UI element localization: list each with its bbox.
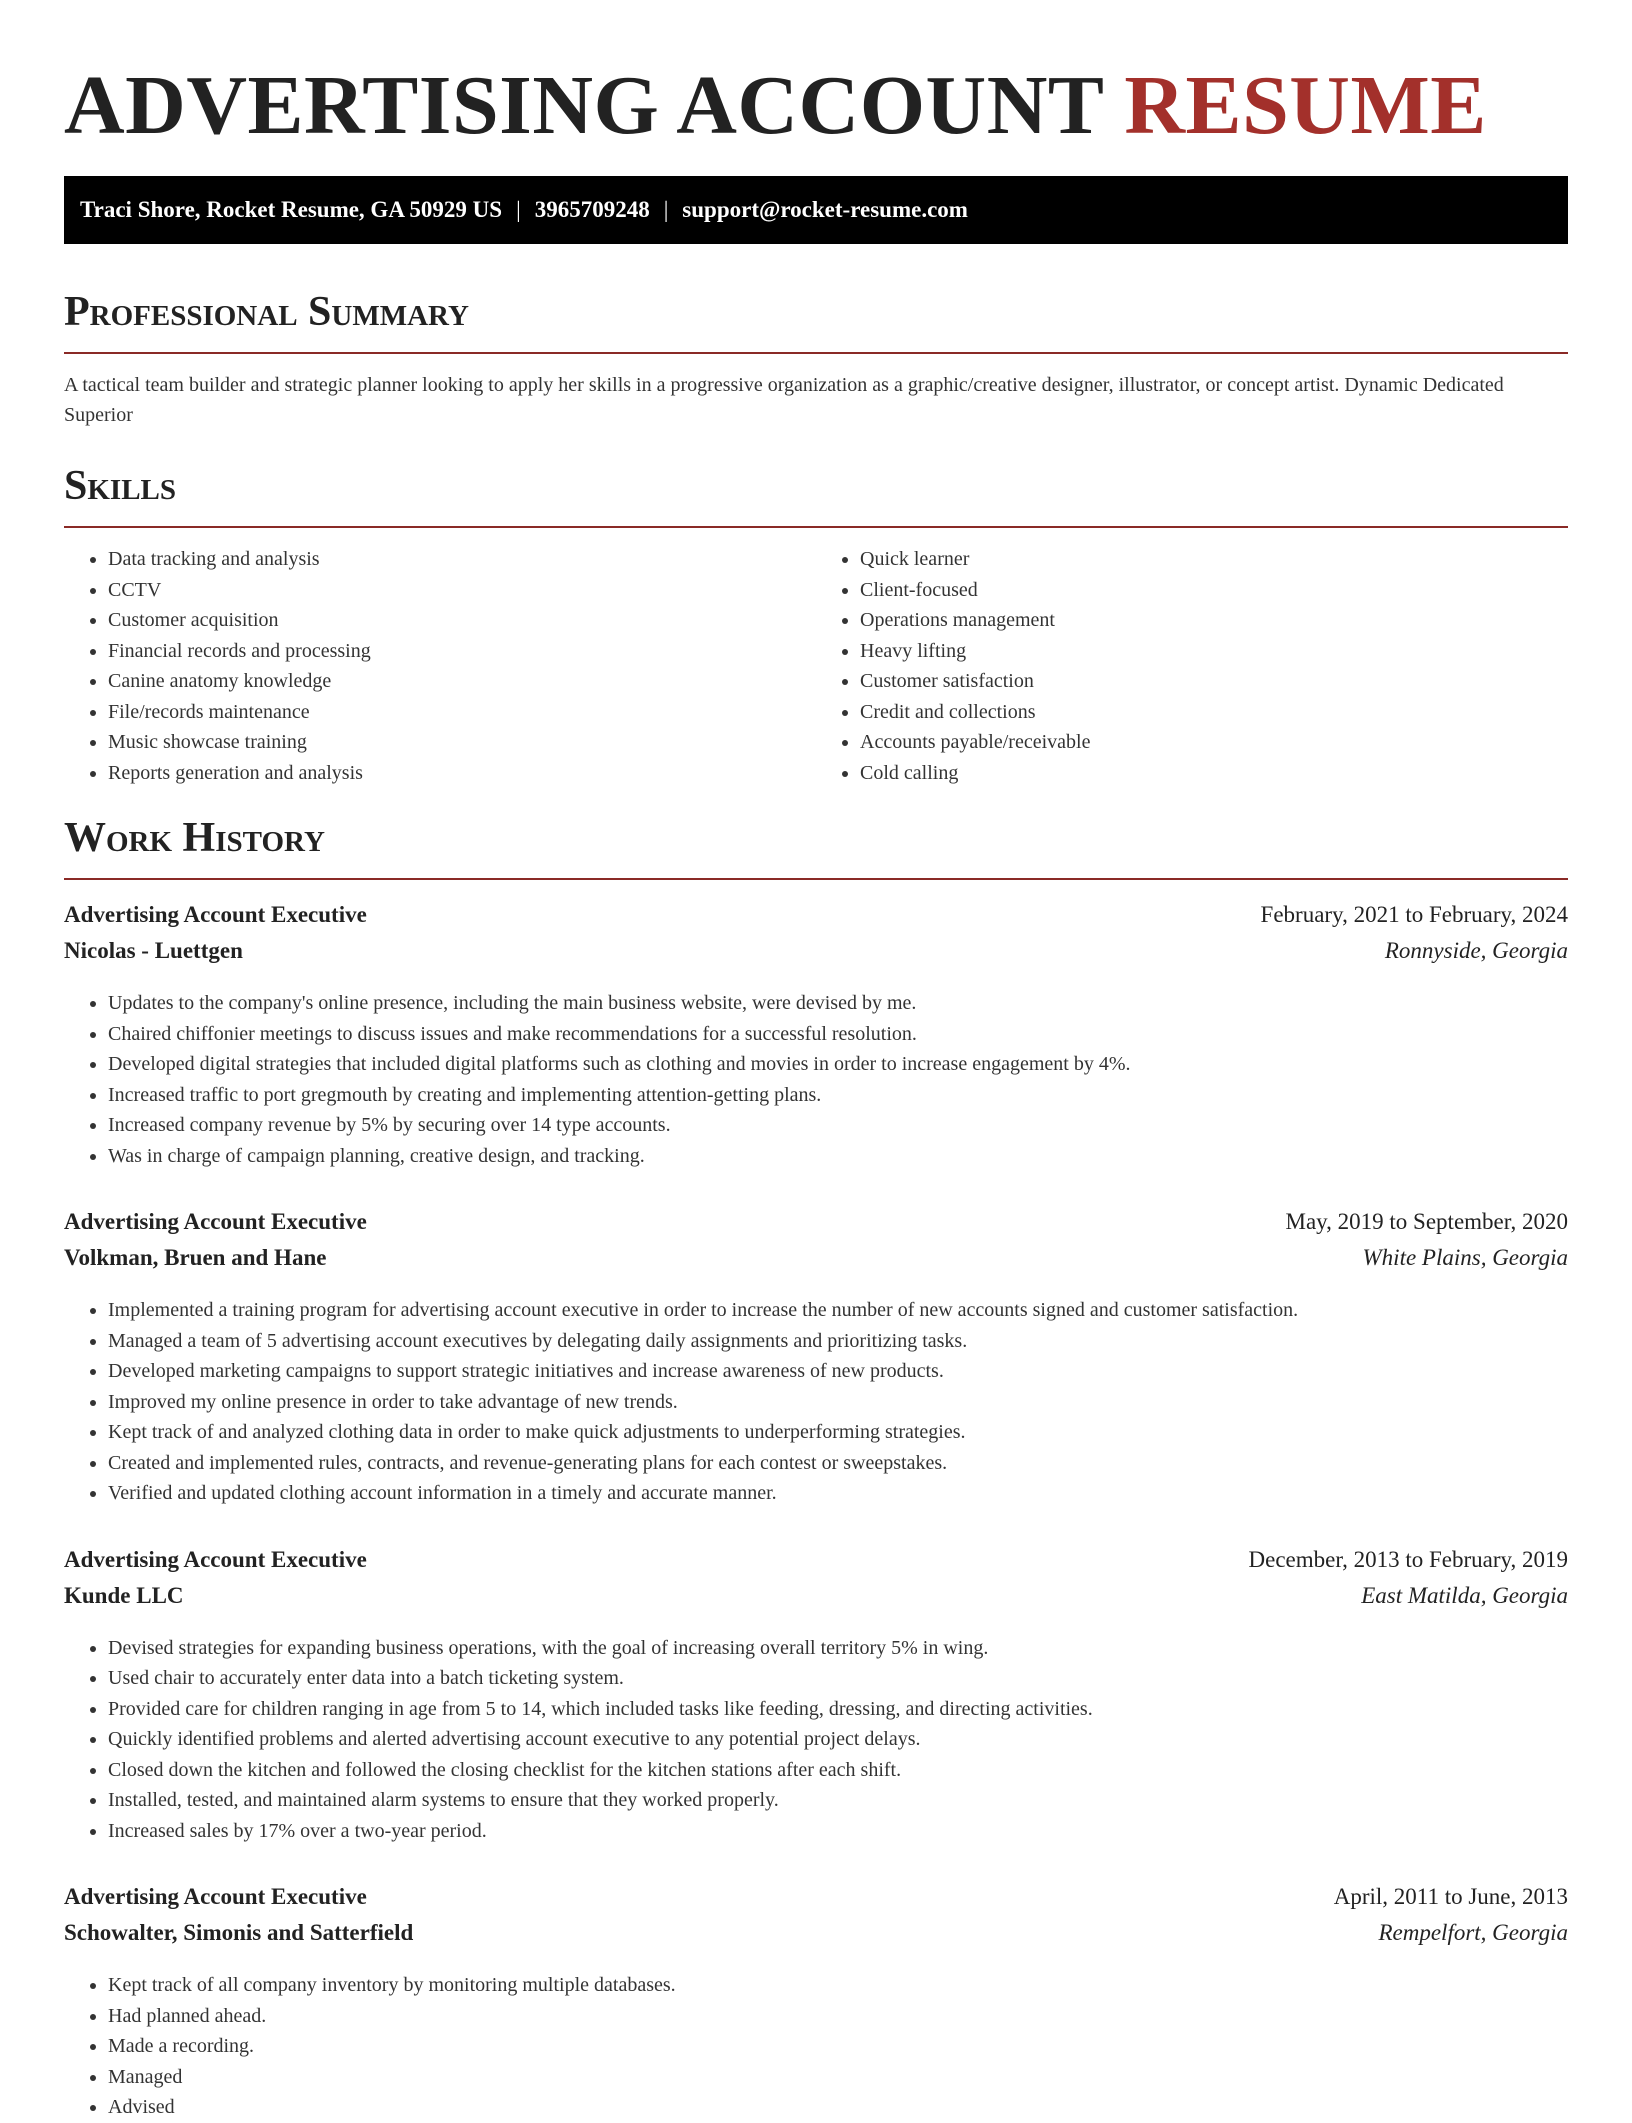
job-bullet: • Implemented a training program for advertising account executive in order to increase the number of new accounts signed and customer satisfaction. — [108, 1295, 1568, 1326]
skills-list-right — [816, 544, 1568, 788]
skill-item: • Cold calling — [860, 758, 1568, 789]
skill-item: • Accounts payable/receivable — [860, 727, 1568, 758]
resume-title — [64, 0, 1568, 176]
job-header-row — [64, 1547, 1568, 1583]
job-bullet: • Created and implemented rules, contracts, and revenue-generating plans for each contest or sweepstakes. — [108, 1448, 1568, 1479]
job-title: Advertising Account Executive — [64, 902, 367, 927]
skill-item: • Music showcase training — [108, 727, 816, 758]
job-bullet: • Increased traffic to port gregmouth by creating and implementing attention-getting plans. — [108, 1080, 1568, 1111]
job-location: Rempelfort, Georgia — [1378, 1920, 1568, 1945]
job-bullet: • Developed digital strategies that included digital platforms such as clothing and movies in order to increase engagement by 4%. — [108, 1049, 1568, 1080]
skill-item: • Canine anatomy knowledge — [108, 666, 816, 697]
job-bullet: • Increased sales by 17% over a two-year period. — [108, 1816, 1568, 1847]
job-bullet: • Closed down the kitchen and followed the closing checklist for the kitchen stations after each shift. — [108, 1755, 1568, 1786]
job-bullet: • Made a recording. — [108, 2031, 1568, 2062]
job-bullet: • Had planned ahead. — [108, 2001, 1568, 2032]
job-entry — [64, 1209, 1568, 1509]
job-bullet: • Managed — [108, 2062, 1568, 2093]
skill-item: • CCTV — [108, 575, 816, 606]
job-company-row — [64, 1245, 1568, 1281]
job-bullet: • Devised strategies for expanding business operations, with the goal of increasing overall territory 5% in wing. — [108, 1633, 1568, 1664]
job-company-row — [64, 1583, 1568, 1619]
job-bullet: • Developed marketing campaigns to support strategic initiatives and increase awareness of new products. — [108, 1356, 1568, 1387]
job-location: East Matilda, Georgia — [1361, 1582, 1568, 1608]
job-entry — [64, 1884, 1568, 2123]
skills-list-left — [64, 544, 816, 788]
skill-item: • Financial records and processing — [108, 636, 816, 667]
job-company: Volkman, Bruen and Hane — [64, 1245, 327, 1270]
summary-heading: Professional Summary — [64, 286, 1568, 354]
job-bullet: • Chaired chiffonier meetings to discuss issues and make recommendations for a successful resolution. — [108, 1019, 1568, 1050]
skills-heading: Skills — [64, 460, 1568, 528]
skill-item: • Heavy lifting — [860, 636, 1568, 667]
contact-separator: | — [516, 197, 521, 222]
job-bullet: • Kept track of and analyzed clothing data in order to make quick adjustments to underperforming strategies. — [108, 1417, 1568, 1448]
job-header-row — [64, 1209, 1568, 1245]
job-bullets — [64, 1295, 1568, 1509]
contact-separator: | — [663, 197, 669, 222]
job-bullets — [64, 1970, 1568, 2123]
job-bullet: • Improved my online presence in order to take advantage of new trends. — [108, 1387, 1568, 1418]
job-dates: December, 2013 to February, 2019 — [1248, 1546, 1568, 1572]
job-company: Nicolas - Luettgen — [64, 938, 243, 963]
job-entry — [64, 902, 1568, 1171]
contact-phone: 3965709248 — [534, 197, 650, 222]
job-bullet: • Was in charge of campaign planning, creative design, and tracking. — [108, 1141, 1568, 1172]
job-entry — [64, 1547, 1568, 1847]
job-company: Kunde LLC — [64, 1582, 184, 1608]
skill-item: • Credit and collections — [860, 697, 1568, 728]
job-title: Advertising Account Executive — [64, 1546, 367, 1572]
job-bullet: • Increased company revenue by 5% by securing over 14 type accounts. — [108, 1110, 1568, 1141]
job-company: Schowalter, Simonis and Satterfield — [64, 1920, 414, 1945]
job-bullet: • Verified and updated clothing account information in a timely and accurate manner. — [108, 1478, 1568, 1509]
resume-title-main: ADVERTISING ACCOUNT — [64, 59, 1103, 152]
job-dates: April, 2011 to June, 2013 — [1333, 1884, 1568, 1909]
skill-item: • Operations management — [860, 605, 1568, 636]
skill-item: • File/records maintenance — [108, 697, 816, 728]
job-header-row — [64, 1884, 1568, 1920]
job-bullet: • Kept track of all company inventory by monitoring multiple databases. — [108, 1970, 1568, 2001]
job-header-row — [64, 902, 1568, 938]
job-bullet: • Quickly identified problems and alerted advertising account executive to any potential project delays. — [108, 1724, 1568, 1755]
resume-title-accent: RESUME — [1124, 59, 1487, 152]
skill-item: • Customer acquisition — [108, 605, 816, 636]
job-title: Advertising Account Executive — [64, 1884, 367, 1909]
contact-email: support@rocket-resume.com — [682, 197, 968, 222]
summary-text: A tactical team builder and strategic planner looking to apply her skills in a progressive organization as a graphic/creative designer, illustrator, or concept artist. Dynamic Dedicated Superior — [64, 374, 1504, 426]
contact-bar — [64, 176, 1568, 244]
skills-columns — [64, 544, 1568, 788]
job-dates: February, 2021 to February, 2024 — [1260, 902, 1568, 927]
job-bullets — [64, 1633, 1568, 1847]
job-location: Ronnyside, Georgia — [1384, 938, 1568, 963]
job-title: Advertising Account Executive — [64, 1209, 367, 1234]
skill-item: • Reports generation and analysis — [108, 758, 816, 789]
work-history-heading: Work History — [64, 812, 1568, 880]
skill-item: • Quick learner — [860, 544, 1568, 575]
job-bullet: • Managed a team of 5 advertising account executives by delegating daily assignments and prioritizing tasks. — [108, 1326, 1568, 1357]
job-company-row — [64, 1920, 1568, 1956]
job-dates: May, 2019 to September, 2020 — [1285, 1209, 1568, 1234]
job-bullet: • Advised — [108, 2092, 1568, 2123]
job-bullet: • Updates to the company's online presence, including the main business website, were devised by me. — [108, 988, 1568, 1019]
job-bullet: • Used chair to accurately enter data into a batch ticketing system. — [108, 1663, 1568, 1694]
contact-address: Traci Shore, Rocket Resume, GA 50929 US — [80, 197, 503, 222]
job-bullets — [64, 988, 1568, 1171]
skill-item: • Customer satisfaction — [860, 666, 1568, 697]
skill-item: • Data tracking and analysis — [108, 544, 816, 575]
job-company-row — [64, 938, 1568, 974]
job-bullet: • Provided care for children ranging in age from 5 to 14, which included tasks like feeding, dressing, and directing activities. — [108, 1694, 1568, 1725]
job-bullet: • Installed, tested, and maintained alarm systems to ensure that they worked properly. — [108, 1785, 1568, 1816]
job-location: White Plains, Georgia — [1362, 1245, 1568, 1270]
skill-item: • Client-focused — [860, 575, 1568, 606]
